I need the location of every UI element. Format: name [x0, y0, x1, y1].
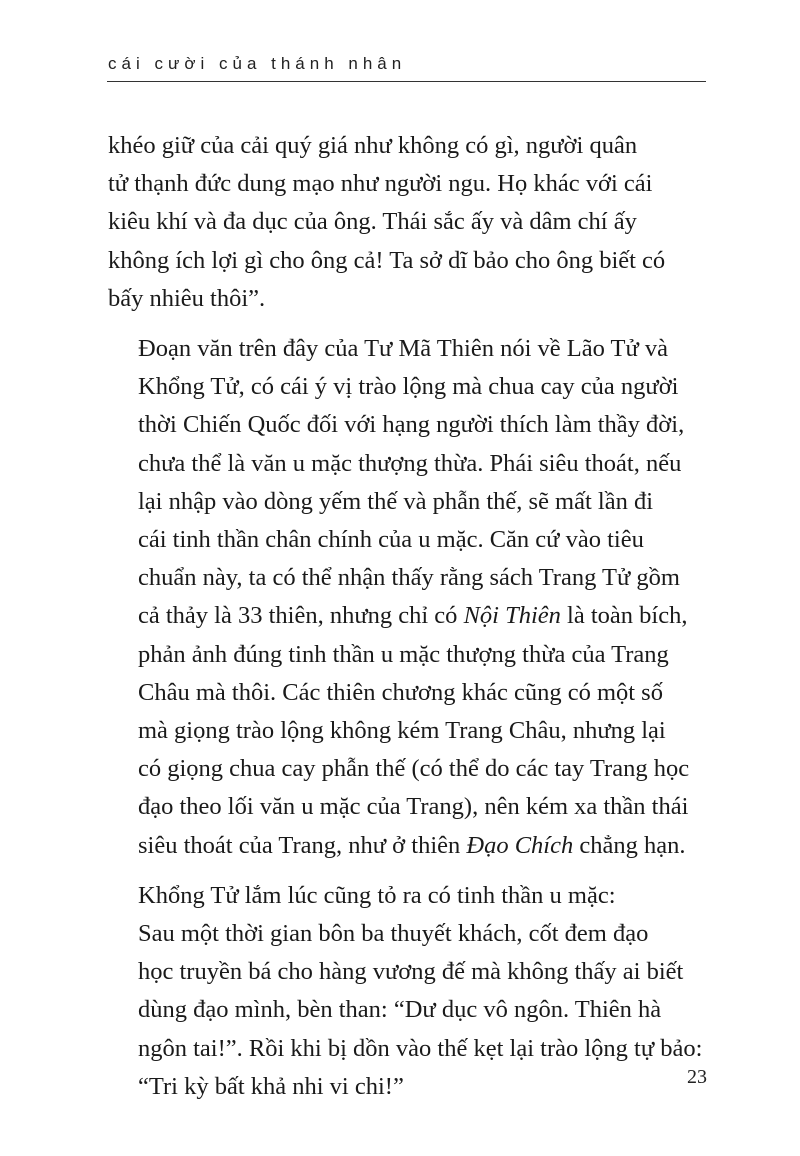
text-line: lại nhập vào dòng yếm thế và phẫn thế, sẽ mất lần đi	[138, 487, 654, 515]
text-line: cái tinh thần chân chính của u mặc. Căn cứ vào tiêu	[138, 526, 644, 554]
text-line: khéo giữ của cải quý giá như không có gì, người quân	[108, 132, 638, 159]
text-line: không ích lợi gì cho ông cả! Ta sở dĩ bảo cho ông biết có	[108, 246, 666, 274]
header-rule	[107, 81, 706, 82]
text-line: học truyền bá cho hàng vương đế mà không thấy ai biết	[138, 958, 684, 986]
text-line: Khổng Tử, có cái ý vị trào lộng mà chua cay của người	[138, 373, 679, 401]
text-line: có giọng chua cay phẫn thế (có thể do các tay Trang học	[138, 755, 690, 783]
text-line: Đoạn văn trên đây của Tư Mã Thiên nói về Lão Tử và	[138, 335, 669, 363]
text-line: kiêu khí và đa dục của ông. Thái sắc ấy và dâm chí ấy	[108, 208, 637, 236]
text-line: Châu mà thôi. Các thiên chương khác cũng có một số	[138, 678, 663, 706]
text-line: chuẩn này, ta có thể nhận thấy rằng sách Trang Tử gồm	[138, 564, 680, 592]
italic-title-dao-chich: Đạo Chích	[466, 831, 574, 859]
italic-title-noi-thien: Nội Thiên	[463, 602, 561, 630]
text-line: mà giọng trào lộng không kém Trang Châu, nhưng lại	[138, 717, 666, 745]
text-run: siêu thoát của Trang, như ở thiên	[138, 831, 467, 859]
text-run: chẳng hạn.	[573, 831, 686, 859]
text-run: là toàn bích,	[560, 602, 688, 630]
paragraph-2	[108, 330, 708, 865]
page-number: 23	[687, 1066, 707, 1088]
paragraph-1	[108, 127, 708, 318]
text-line: dùng đạo mình, bèn than: “Dư dục vô ngôn. Thiên hà	[138, 996, 662, 1024]
text-line: thời Chiến Quốc đối với hạng người thích làm thầy đời,	[138, 411, 685, 439]
text-line: đạo theo lối văn u mặc của Trang), nên kém xa thần thái	[138, 793, 689, 821]
text-run: cả thảy là 33 thiên, nhưng chỉ có	[138, 602, 464, 630]
text-line: phản ảnh đúng tinh thần u mặc thượng thừa của Trang	[138, 640, 669, 668]
running-header: cái cười của thánh nhân	[108, 54, 407, 73]
text-line: chưa thể là văn u mặc thượng thừa. Phái siêu thoát, nếu	[138, 449, 682, 477]
text-line-with-italic	[108, 827, 708, 865]
text-line: “Tri kỳ bất khả nhi vi chi!”	[138, 1072, 404, 1100]
text-line: tử thạnh đức dung mạo như người ngu. Họ khác với cái	[108, 170, 653, 198]
text-line: bấy nhiêu thôi”.	[108, 284, 266, 312]
text-line: Sau một thời gian bôn ba thuyết khách, cốt đem đạo	[138, 920, 649, 948]
text-line: Khổng Tử lắm lúc cũng tỏ ra có tinh thần u mặc:	[138, 881, 616, 909]
page-body	[108, 127, 708, 1118]
text-line: ngôn tai!”. Rồi khi bị dồn vào thế kẹt lại trào lộng tự bảo:	[138, 1034, 703, 1062]
text-line-with-italic	[108, 597, 708, 635]
